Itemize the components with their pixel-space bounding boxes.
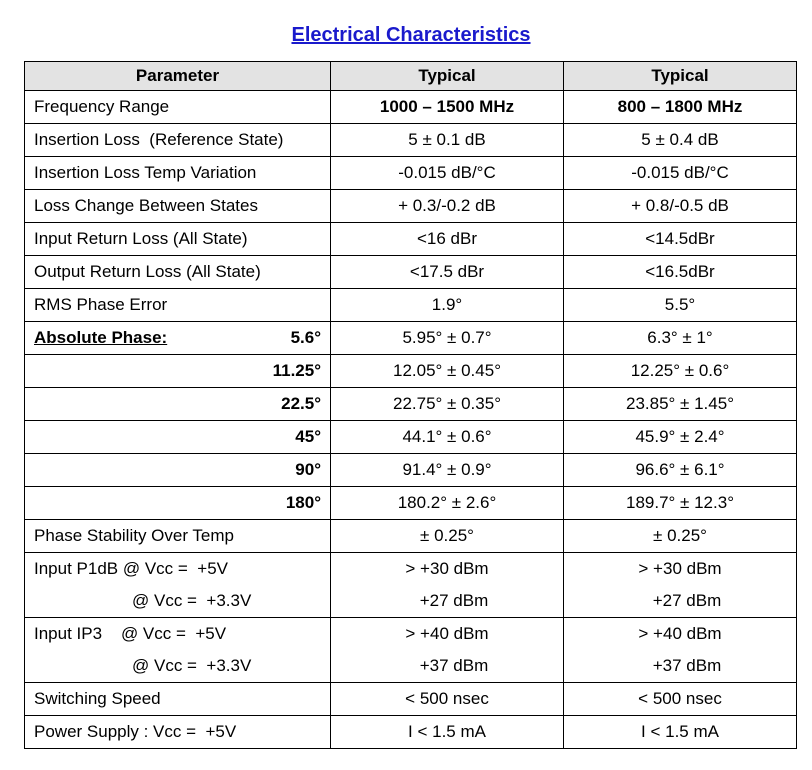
value-cell: <16.5dBr [564, 256, 797, 289]
table-row [25, 454, 797, 487]
param-label: Switching Speed [25, 683, 331, 716]
table-row [25, 388, 797, 421]
value-cell: <16 dBr [331, 223, 564, 256]
value-cell: 12.25° ± 0.6° [564, 355, 797, 388]
param-sublabel: @ Vcc = +3.3V [132, 591, 252, 610]
value-cell: 180.2° ± 2.6° [331, 487, 564, 520]
header-typical-1: Typical [331, 62, 564, 91]
value-line: > +40 dBm [638, 624, 722, 643]
table-row [25, 322, 797, 355]
table-row [25, 683, 797, 716]
phase-state-label: 180° [25, 487, 331, 520]
value-cell: <14.5dBr [564, 223, 797, 256]
phase-state-label: 11.25° [25, 355, 331, 388]
param-label: RMS Phase Error [25, 289, 331, 322]
value-cell: 23.85° ± 1.45° [564, 388, 797, 421]
value-cell: 45.9° ± 2.4° [564, 421, 797, 454]
value-line: +27 dBm [652, 591, 722, 610]
p1db-value-cell-2 [564, 553, 797, 618]
value-line: > +40 dBm [405, 624, 489, 643]
param-label: Loss Change Between States [25, 190, 331, 223]
phase-state-label: 45° [25, 421, 331, 454]
value-cell: 44.1° ± 0.6° [331, 421, 564, 454]
value-cell: < 500 nsec [564, 683, 797, 716]
value-cell: 22.75° ± 0.35° [331, 388, 564, 421]
value-cell: 5 ± 0.1 dB [331, 124, 564, 157]
value-cell: 12.05° ± 0.45° [331, 355, 564, 388]
param-label: Power Supply : Vcc = +5V [25, 716, 331, 749]
param-label: Output Return Loss (All State) [25, 256, 331, 289]
param-label: Frequency Range [25, 91, 331, 124]
value-cell: -0.015 dB/°C [331, 157, 564, 190]
table-row [25, 520, 797, 553]
value-cell: 91.4° ± 0.9° [331, 454, 564, 487]
value-cell: 6.3° ± 1° [564, 322, 797, 355]
value-cell: 189.7° ± 12.3° [564, 487, 797, 520]
value-cell: I < 1.5 mA [564, 716, 797, 749]
p1db-param-cell [25, 553, 331, 618]
table-row [25, 553, 797, 618]
value-line: > +30 dBm [405, 559, 489, 578]
phase-state-label: 5.6° [290, 328, 321, 347]
phase-state-label: 22.5° [25, 388, 331, 421]
table-row [25, 124, 797, 157]
value-line: +37 dBm [419, 656, 489, 675]
value-cell: 5.95° ± 0.7° [331, 322, 564, 355]
param-label: Input Return Loss (All State) [25, 223, 331, 256]
value-cell: 96.6° ± 6.1° [564, 454, 797, 487]
p1db-value-cell-1 [331, 553, 564, 618]
table-row [25, 157, 797, 190]
value-cell: <17.5 dBr [331, 256, 564, 289]
header-parameter: Parameter [25, 62, 331, 91]
document-title: Electrical Characteristics [291, 24, 531, 46]
table-row [25, 289, 797, 322]
table-row [25, 190, 797, 223]
param-label: Insertion Loss Temp Variation [25, 157, 331, 190]
param-sublabel: @ Vcc = +3.3V [132, 656, 252, 675]
value-cell: 5 ± 0.4 dB [564, 124, 797, 157]
value-cell: I < 1.5 mA [331, 716, 564, 749]
table-row [25, 355, 797, 388]
table-row [25, 618, 797, 683]
value-cell: 5.5° [564, 289, 797, 322]
param-label: Insertion Loss (Reference State) [25, 124, 331, 157]
value-line: +27 dBm [419, 591, 489, 610]
value-line: > +30 dBm [638, 559, 722, 578]
param-label: Input P1dB @ Vcc = +5V [34, 559, 228, 578]
value-cell: ± 0.25° [331, 520, 564, 553]
param-label: Input IP3 @ Vcc = +5V [34, 624, 227, 643]
table-row [25, 256, 797, 289]
ip3-value-cell-1 [331, 618, 564, 683]
phase-state-label: 90° [25, 454, 331, 487]
ip3-param-cell [25, 618, 331, 683]
ip3-value-cell-2 [564, 618, 797, 683]
value-cell: < 500 nsec [331, 683, 564, 716]
value-cell: 1.9° [331, 289, 564, 322]
value-cell: 1000 – 1500 MHz [331, 91, 564, 124]
absolute-phase-label: Absolute Phase: [34, 328, 168, 347]
table-row [25, 716, 797, 749]
table-row [25, 421, 797, 454]
value-line: +37 dBm [652, 656, 722, 675]
param-label: Phase Stability Over Temp [25, 520, 331, 553]
value-cell: + 0.8/-0.5 dB [564, 190, 797, 223]
table-header-row [25, 62, 797, 91]
value-cell: -0.015 dB/°C [564, 157, 797, 190]
header-typical-2: Typical [564, 62, 797, 91]
absolute-phase-cell [25, 322, 331, 355]
value-cell: + 0.3/-0.2 dB [331, 190, 564, 223]
electrical-characteristics-table [24, 61, 797, 749]
table-row [25, 487, 797, 520]
value-cell: 800 – 1800 MHz [564, 91, 797, 124]
value-cell: ± 0.25° [564, 520, 797, 553]
table-row [25, 223, 797, 256]
table-row [25, 91, 797, 124]
